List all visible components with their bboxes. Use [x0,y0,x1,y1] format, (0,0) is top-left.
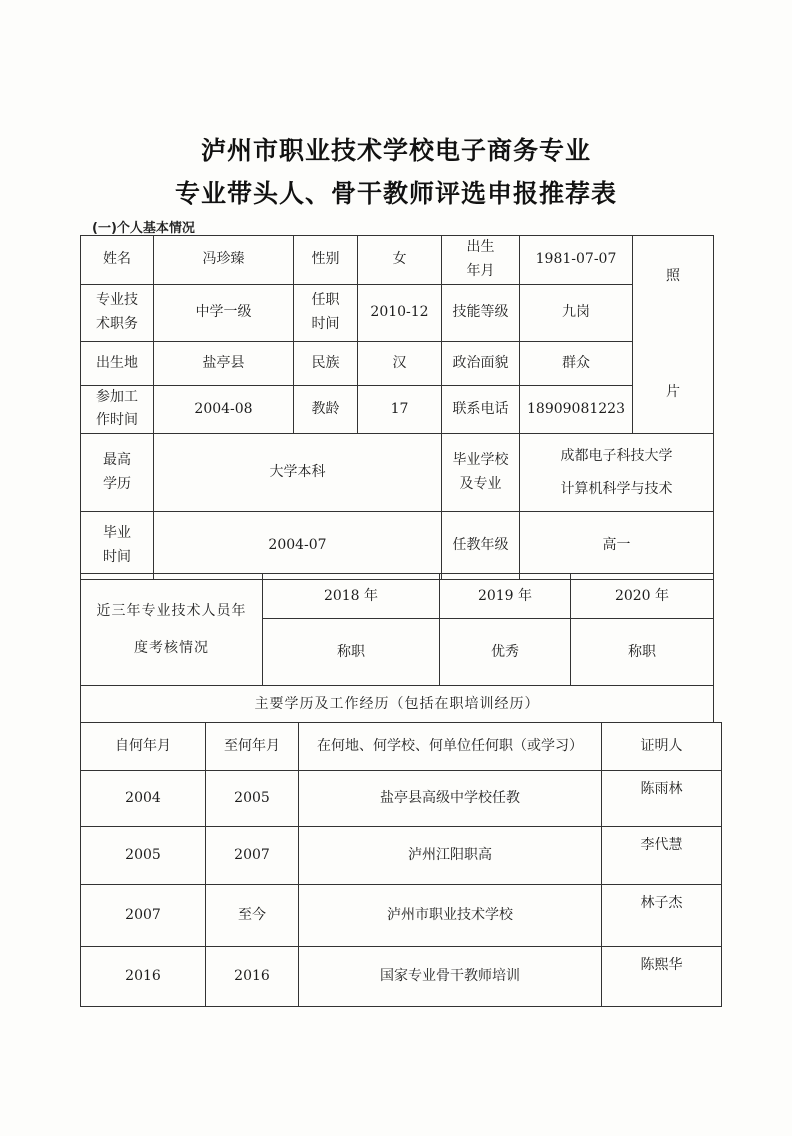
grade-label: 任教年级 [442,512,520,580]
title-value: 中学一级 [154,284,294,341]
history-to: 2016 [206,947,299,1007]
history-from: 2004 [81,771,206,827]
history-to: 2005 [206,771,299,827]
phone-label: 联系电话 [442,385,520,434]
assessment-label-line2: 度考核情况 [134,639,209,656]
birthplace-value: 盐亭县 [154,341,294,385]
info-row-1 [81,236,714,285]
history-col-from: 自何年月 [81,723,206,771]
grad-label-line2: 时间 [103,548,131,565]
info-row-4 [81,385,714,434]
title-label-line1: 专业技 [96,291,138,308]
history-to: 2007 [206,827,299,885]
grade-value: 高一 [520,512,714,580]
education-label [81,434,154,512]
school-label-line2: 及专业 [459,475,502,492]
gender-label: 性别 [294,236,358,285]
info-row-6 [81,512,714,580]
birth-value: 1981-07-07 [520,236,633,285]
assessment-result-2: 优秀 [440,619,571,686]
work-start-label [81,385,154,434]
school-label [442,434,520,512]
education-label-line2: 学历 [103,475,131,492]
assessment-result-1: 称职 [263,619,440,686]
school-value-line2: 计算机科学与技术 [560,480,673,497]
work-start-value: 2004-08 [154,385,294,434]
table-row [81,947,722,1007]
work-start-label-line1: 参加工 [96,388,138,405]
photo-box [633,236,714,434]
photo-label-top: 照 [666,268,680,284]
history-witness: 陈雨林 [602,771,722,827]
work-start-label-line2: 作时间 [96,412,138,429]
political-label: 政治面貌 [442,341,520,385]
history-from: 2007 [81,885,206,947]
history-to: 至今 [206,885,299,947]
history-col-to: 至何年月 [206,723,299,771]
assessment-label [81,574,263,686]
appoint-label [294,284,358,341]
table-row [81,885,722,947]
birth-label-line1: 出生 [466,239,495,255]
assessment-label-line1: 近三年专业技术人员年 [96,603,247,620]
title-label-line2: 术职务 [96,315,138,332]
school-value-line1: 成都电子科技大学 [560,447,673,464]
name-value: 冯珍臻 [154,236,294,285]
history-col-witness: 证明人 [602,723,722,771]
info-row-5 [81,434,714,512]
history-heading: 主要学历及工作经历（包括在职培训经历） [81,686,714,723]
history-col-desc: 在何地、何学校、何单位任何职（或学习） [299,723,602,771]
assessment-year-row [81,574,714,619]
history-heading-row [81,686,714,723]
info-row-2 [81,284,714,341]
grad-label-line1: 毕业 [103,524,131,541]
school-value [520,434,714,512]
basic-info-table [80,235,714,580]
appoint-label-line2: 时间 [311,315,340,332]
history-witness: 林子杰 [602,885,722,947]
ethnicity-value: 汉 [358,341,442,385]
grad-value: 2004-07 [154,512,442,580]
history-witness: 李代慧 [602,827,722,885]
grad-label [81,512,154,580]
teaching-years-value: 17 [358,385,442,434]
gender-value: 女 [358,236,442,285]
history-table [80,722,722,1007]
photo-label-bottom: 片 [666,384,680,400]
birth-label-line2: 年月 [466,262,495,279]
phone-value: 18909081223 [520,385,633,434]
form-title-line1: 泸州市职业技术学校电子商务专业 [200,136,591,165]
form-title-line2: 专业带头人、骨干教师评选申报推荐表 [174,179,617,208]
history-desc: 泸州市职业技术学校 [299,885,602,947]
education-value: 大学本科 [154,434,442,512]
school-label-line1: 毕业学校 [452,451,509,468]
education-label-line1: 最高 [103,451,131,468]
table-row [81,771,722,827]
assessment-year-3: 2020 年 [571,574,714,619]
section-label: (一)个人基本情况 [92,221,195,236]
history-header-row [81,723,722,771]
skill-label: 技能等级 [442,284,520,341]
history-from: 2016 [81,947,206,1007]
history-desc: 国家专业骨干教师培训 [299,947,602,1007]
birthplace-label: 出生地 [81,341,154,385]
assessment-result-3: 称职 [571,619,714,686]
assessment-year-1: 2018 年 [263,574,440,619]
history-from: 2005 [81,827,206,885]
political-value: 群众 [520,341,633,385]
skill-value: 九岗 [520,284,633,341]
teaching-years-label: 教龄 [294,385,358,434]
table-row [81,827,722,885]
assessment-table [80,573,714,723]
assessment-year-2: 2019 年 [440,574,571,619]
birth-label [442,236,520,285]
info-row-3 [81,341,714,385]
appoint-label-line1: 任职 [311,291,340,308]
history-witness: 陈熙华 [602,947,722,1007]
history-desc: 泸州江阳职高 [299,827,602,885]
history-desc: 盐亭县高级中学校任教 [299,771,602,827]
name-label: 姓名 [81,236,154,285]
ethnicity-label: 民族 [294,341,358,385]
appoint-value: 2010-12 [358,284,442,341]
title-label [81,284,154,341]
